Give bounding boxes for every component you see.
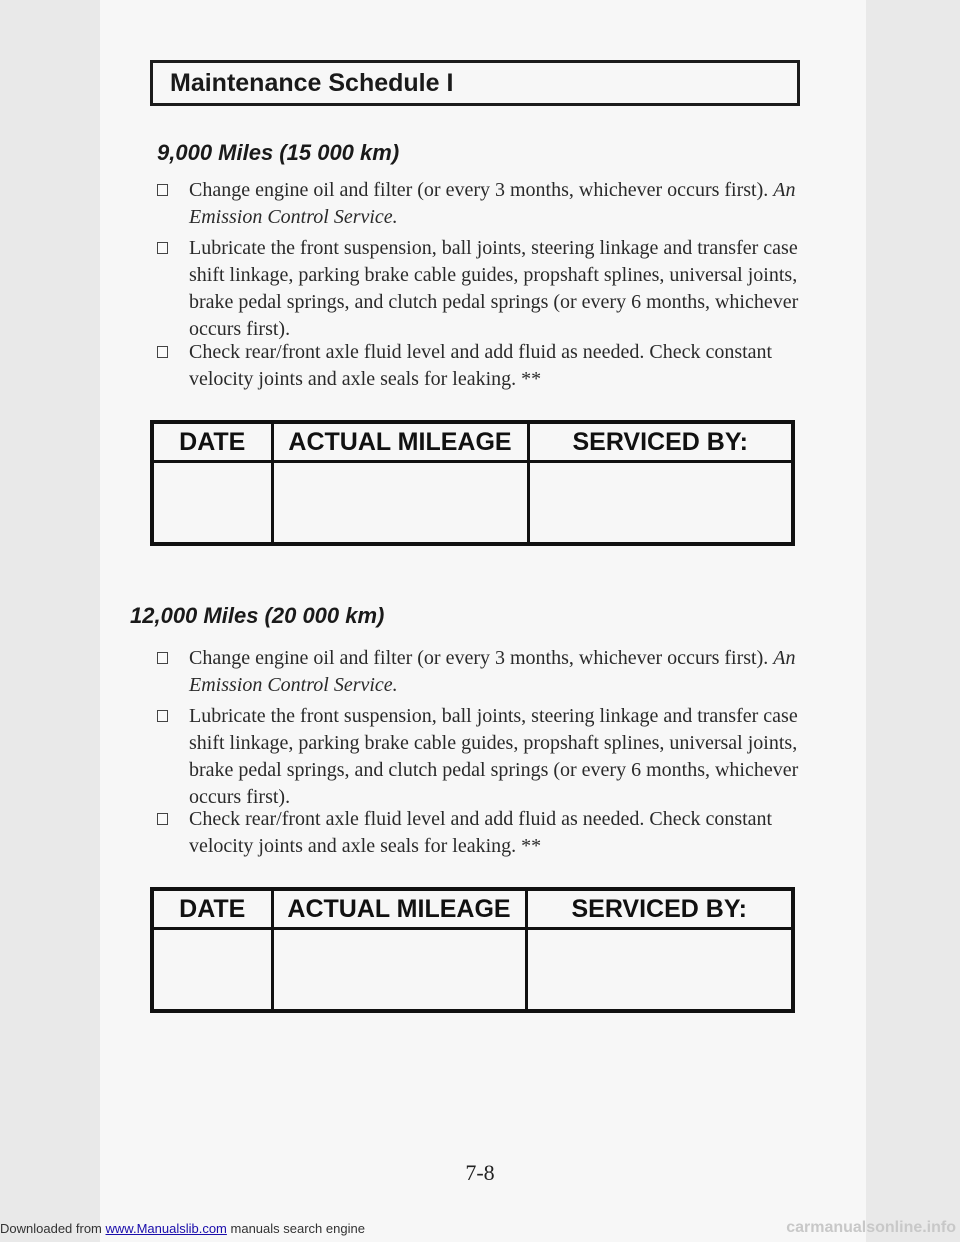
mileage-cell[interactable] — [272, 929, 526, 1012]
checkbox[interactable] — [157, 813, 168, 825]
watermark: carmanualsonline.info — [786, 1219, 956, 1236]
checkbox[interactable] — [157, 184, 168, 196]
column-header-mileage: ACTUAL MILEAGE — [272, 422, 528, 462]
column-header-date: DATE — [152, 889, 272, 929]
checkbox[interactable] — [157, 242, 168, 254]
date-cell[interactable] — [152, 462, 272, 545]
column-header-mileage: ACTUAL MILEAGE — [272, 889, 526, 929]
manualslib-link[interactable]: www.Manualslib.com — [105, 1221, 227, 1236]
item-text: Change engine oil and filter (or every 3 months, whichever occurs first). — [189, 647, 769, 669]
checklist-item — [157, 806, 807, 860]
download-footer: Downloaded from www.Manualslib.com manuals search engine — [0, 1221, 365, 1236]
header-title: Maintenance Schedule I — [170, 68, 454, 97]
section-title: 9,000 Miles (15 000 km) — [157, 140, 400, 165]
item-text: Check rear/front axle fluid level and add fluid as needed. Check constant velocity joints and axle seals for leaking. ** — [189, 808, 773, 857]
section-title: 12,000 Miles (20 000 km) — [130, 603, 385, 628]
checkbox[interactable] — [157, 346, 168, 358]
serviced-by-cell[interactable] — [526, 929, 793, 1012]
checklist-item — [157, 339, 807, 393]
page-header — [150, 60, 800, 106]
checklist-item — [157, 177, 807, 231]
item-note: An Emission Control Service. — [189, 179, 796, 228]
page-number: 7-8 — [465, 1160, 495, 1185]
column-header-serviced-by: SERVICED BY: — [526, 889, 793, 929]
service-record-table — [150, 420, 795, 546]
mileage-cell[interactable] — [272, 462, 528, 545]
item-text: Lubricate the front suspension, ball joints, steering linkage and transfer case shift linkage, parking brake cable guides, propshaft splines, universal joints, brake pedal springs, and clutch pedal springs (or every 6 months, whichever occurs first). — [189, 705, 799, 808]
item-note: An Emission Control Service. — [189, 647, 796, 696]
checklist-item — [157, 235, 807, 343]
serviced-by-cell[interactable] — [528, 462, 793, 545]
service-record-table — [150, 887, 795, 1013]
date-cell[interactable] — [152, 929, 272, 1012]
column-header-serviced-by: SERVICED BY: — [528, 422, 793, 462]
column-header-date: DATE — [152, 422, 272, 462]
item-text: Lubricate the front suspension, ball joints, steering linkage and transfer case shift linkage, parking brake cable guides, propshaft splines, universal joints, brake pedal springs, and clutch pedal springs (or every 6 months, whichever occurs first). — [189, 237, 799, 340]
item-text: Change engine oil and filter (or every 3 months, whichever occurs first). — [189, 179, 769, 201]
checklist-item — [157, 645, 807, 699]
checkbox[interactable] — [157, 652, 168, 664]
checklist-item — [157, 703, 807, 811]
checkbox[interactable] — [157, 710, 168, 722]
item-text: Check rear/front axle fluid level and add fluid as needed. Check constant velocity joints and axle seals for leaking. ** — [189, 341, 773, 390]
